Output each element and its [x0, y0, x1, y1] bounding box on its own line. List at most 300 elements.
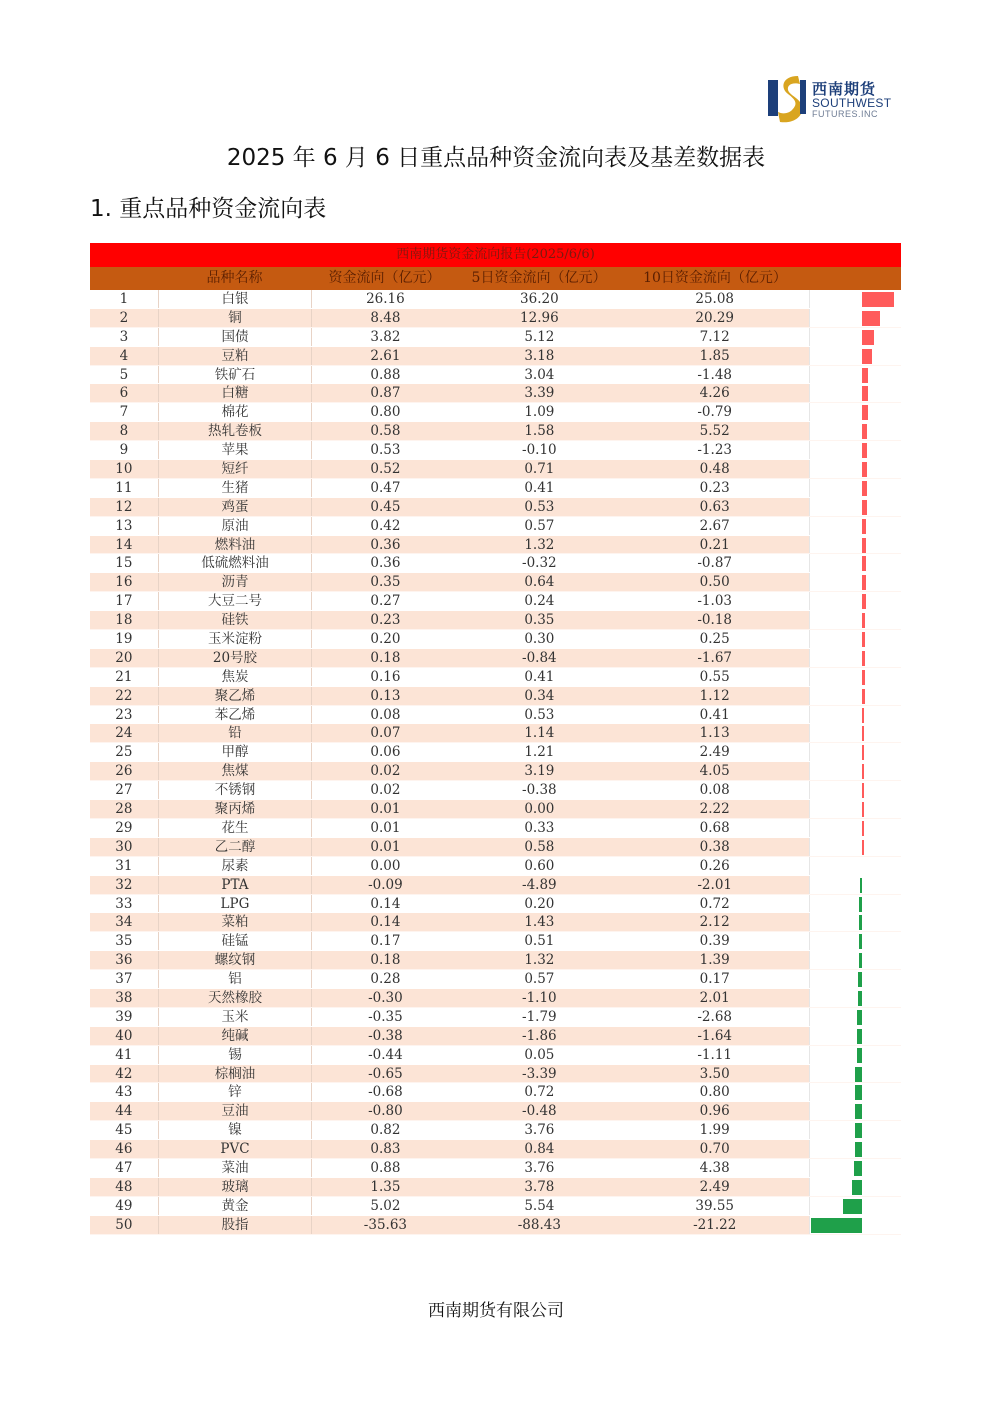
row-index: 15: [115, 555, 133, 572]
row-flow-bar-cell: [809, 838, 901, 856]
table-row: [90, 1159, 901, 1178]
row-flow-10d: 0.08: [699, 782, 730, 799]
row-flow-10d: 0.23: [699, 479, 730, 496]
row-flow-bar-cell: [809, 1027, 901, 1045]
row-flow-1d: -0.30: [311, 989, 458, 1007]
table-row: [90, 498, 901, 517]
row-flow-bar: [843, 1199, 862, 1214]
row-index: 16: [115, 574, 133, 591]
table-row: [90, 460, 901, 479]
table-row: [90, 706, 901, 725]
row-name: 苹果: [158, 441, 311, 459]
row-flow-10d: 0.38: [699, 838, 730, 855]
row-flow-bar: [859, 897, 862, 912]
row-index: 36: [115, 952, 133, 969]
row-flow-bar-cell: [809, 668, 901, 686]
row-flow-10d: 2.01: [699, 989, 730, 1006]
row-flow-5d: 0.72: [524, 1084, 555, 1101]
row-flow-5d: 0.41: [524, 479, 555, 496]
row-flow-1d: 0.20: [311, 630, 458, 648]
row-flow-5d: 1.32: [524, 536, 555, 553]
row-index: 33: [115, 895, 133, 912]
row-flow-bar: [862, 613, 865, 628]
row-index: 29: [115, 819, 133, 836]
row-flow-10d: 0.17: [699, 971, 730, 988]
row-name: PVC: [158, 1140, 311, 1158]
row-flow-bar-cell: [809, 649, 901, 667]
row-index: 41: [115, 1046, 133, 1063]
row-flow-5d: -1.10: [522, 989, 557, 1006]
row-flow-10d: 0.39: [699, 933, 730, 950]
row-flow-5d: 0.51: [524, 933, 555, 950]
table-row: [90, 649, 901, 668]
row-flow-bar-cell: [809, 536, 901, 554]
row-flow-bar: [862, 538, 866, 553]
row-name: 生猪: [158, 479, 311, 497]
table-row: [90, 1083, 901, 1102]
row-flow-5d: 3.18: [524, 347, 555, 364]
row-flow-10d: -2.01: [697, 876, 732, 893]
row-flow-1d: 0.52: [311, 460, 458, 478]
row-name: 热轧卷板: [158, 422, 311, 440]
row-flow-bar-cell: [809, 290, 901, 308]
table-row: [90, 573, 901, 592]
table-row: [90, 838, 901, 857]
row-flow-bar: [855, 1104, 863, 1119]
row-flow-1d: 0.07: [311, 724, 458, 742]
row-flow-1d: 0.47: [311, 479, 458, 497]
row-flow-bar: [862, 632, 865, 647]
row-name: 玉米: [158, 1008, 311, 1026]
row-name: 白银: [158, 290, 311, 308]
row-name: 乙二醇: [158, 838, 311, 856]
row-flow-1d: 0.14: [311, 913, 458, 931]
row-index: 46: [115, 1141, 133, 1158]
row-flow-5d: 5.12: [524, 328, 555, 345]
row-flow-10d: 4.26: [699, 385, 730, 402]
row-flow-bar-cell: [809, 403, 901, 421]
row-flow-5d: 0.24: [524, 593, 555, 610]
row-name: 国债: [158, 328, 311, 346]
row-index: 34: [115, 914, 133, 931]
row-flow-1d: 0.87: [311, 384, 458, 402]
row-name: 天然橡胶: [158, 989, 311, 1007]
row-flow-5d: 0.60: [524, 857, 555, 874]
row-name: 白糖: [158, 384, 311, 402]
row-name: 镍: [158, 1121, 311, 1139]
row-index: 6: [119, 385, 129, 402]
row-flow-10d: 2.49: [699, 744, 730, 761]
row-flow-1d: 3.82: [311, 328, 458, 346]
row-name: 股指: [158, 1216, 311, 1234]
row-flow-bar: [862, 519, 866, 534]
row-flow-bar: [858, 972, 863, 987]
row-flow-bar: [857, 1010, 862, 1025]
footer-company: 西南期货有限公司: [428, 1301, 564, 1321]
row-index: 32: [115, 876, 133, 893]
table-row: [90, 592, 901, 611]
row-name: 铅: [158, 724, 311, 742]
row-flow-1d: 0.18: [311, 649, 458, 667]
table-row: [90, 819, 901, 838]
row-flow-1d: 0.18: [311, 951, 458, 969]
row-flow-1d: 0.01: [311, 838, 458, 856]
row-flow-10d: -0.79: [697, 404, 732, 421]
row-flow-bar: [855, 1123, 863, 1138]
table-row: [90, 403, 901, 422]
row-flow-5d: 3.39: [524, 385, 555, 402]
row-flow-bar-cell: [809, 498, 901, 516]
row-flow-1d: -0.38: [311, 1027, 458, 1045]
row-name: 聚丙烯: [158, 800, 311, 818]
row-flow-10d: 0.48: [699, 461, 730, 478]
table-row: [90, 1216, 901, 1235]
row-name: 豆油: [158, 1102, 311, 1120]
table-row: [90, 1008, 901, 1027]
table-banner: 西南期货资金流向报告(2025/6/6): [90, 243, 901, 267]
row-name: 短纤: [158, 460, 311, 478]
row-flow-bar: [862, 708, 864, 723]
row-flow-1d: 0.82: [311, 1121, 458, 1139]
row-flow-5d: 5.54: [524, 1197, 555, 1214]
row-index: 31: [115, 857, 133, 874]
table-row: [90, 517, 901, 536]
row-flow-bar-cell: [809, 554, 901, 572]
row-flow-1d: 0.28: [311, 970, 458, 988]
row-index: 11: [115, 479, 133, 496]
row-index: 19: [115, 631, 133, 648]
row-index: 10: [115, 461, 133, 478]
row-flow-bar: [859, 915, 862, 930]
row-flow-10d: 2.49: [699, 1178, 730, 1195]
row-flow-5d: 0.53: [524, 706, 555, 723]
row-flow-1d: 0.53: [311, 441, 458, 459]
row-flow-1d: 0.88: [311, 366, 458, 384]
row-flow-5d: -0.10: [522, 442, 557, 459]
row-flow-bar: [862, 462, 866, 477]
table-row: [90, 1121, 901, 1140]
row-name: 苯乙烯: [158, 706, 311, 724]
row-flow-bar: [862, 783, 864, 798]
row-flow-bar-cell: [809, 1216, 901, 1234]
row-name: 尿素: [158, 857, 311, 875]
row-flow-5d: 3.76: [524, 1159, 555, 1176]
row-flow-1d: 0.83: [311, 1140, 458, 1158]
row-index: 21: [115, 668, 133, 685]
row-index: 23: [115, 706, 133, 723]
table-row: [90, 951, 901, 970]
row-flow-bar: [859, 953, 863, 968]
table-row: [90, 441, 901, 460]
row-index: 5: [119, 366, 129, 383]
row-flow-bar-cell: [809, 630, 901, 648]
table-row: [90, 668, 901, 687]
row-flow-bar-cell: [809, 384, 901, 402]
row-name: 锌: [158, 1083, 311, 1101]
row-flow-1d: 0.35: [311, 573, 458, 591]
row-flow-10d: 0.72: [699, 895, 730, 912]
row-flow-bar: [862, 481, 866, 496]
row-flow-10d: -1.11: [697, 1046, 732, 1063]
row-flow-1d: 0.17: [311, 932, 458, 950]
row-name: LPG: [158, 895, 311, 913]
row-flow-10d: 3.50: [699, 1065, 730, 1082]
row-flow-bar-cell: [809, 479, 901, 497]
row-index: 47: [115, 1159, 133, 1176]
row-flow-bar-cell: [809, 1178, 901, 1196]
row-name: 20号胶: [158, 649, 311, 667]
row-flow-5d: 0.64: [524, 574, 555, 591]
row-flow-bar: [857, 1048, 863, 1063]
row-flow-1d: 0.16: [311, 668, 458, 686]
row-index: 30: [115, 838, 133, 855]
row-name: 焦炭: [158, 668, 311, 686]
row-flow-bar-cell: [809, 1197, 901, 1215]
row-flow-1d: -35.63: [311, 1216, 458, 1234]
row-flow-5d: 0.35: [524, 612, 555, 629]
row-flow-bar: [854, 1161, 862, 1176]
row-index: 45: [115, 1122, 133, 1139]
row-name: 燃料油: [158, 536, 311, 554]
row-name: 低硫燃料油: [158, 554, 311, 572]
row-flow-bar: [860, 878, 863, 893]
row-index: 44: [115, 1103, 133, 1120]
table-row: [90, 384, 901, 403]
row-flow-5d: 1.43: [524, 914, 555, 931]
row-name: 玻璃: [158, 1178, 311, 1196]
row-flow-5d: 1.14: [524, 725, 555, 742]
row-name: 鸡蛋: [158, 498, 311, 516]
row-flow-1d: 0.27: [311, 592, 458, 610]
row-index: 49: [115, 1197, 133, 1214]
row-index: 27: [115, 782, 133, 799]
row-flow-1d: 0.06: [311, 743, 458, 761]
row-flow-10d: 0.55: [699, 668, 730, 685]
row-flow-10d: 0.26: [699, 857, 730, 874]
row-name: 菜粕: [158, 913, 311, 931]
row-flow-bar-cell: [809, 1102, 901, 1120]
row-flow-bar: [862, 821, 864, 836]
row-flow-10d: 4.05: [699, 763, 730, 780]
row-flow-1d: -0.68: [311, 1083, 458, 1101]
row-flow-bar: [862, 840, 864, 855]
row-flow-5d: 12.96: [520, 309, 559, 326]
table-row: [90, 743, 901, 762]
row-flow-bar: [862, 802, 864, 817]
row-flow-bar-cell: [809, 460, 901, 478]
row-name: PTA: [158, 876, 311, 894]
row-flow-bar: [862, 726, 864, 741]
row-flow-bar-cell: [809, 895, 901, 913]
row-flow-bar-cell: [809, 611, 901, 629]
row-flow-5d: -1.86: [522, 1027, 557, 1044]
table-row: [90, 366, 901, 385]
row-flow-5d: 3.04: [524, 366, 555, 383]
row-flow-5d: 0.57: [524, 517, 555, 534]
row-name: 聚乙烯: [158, 687, 311, 705]
row-flow-bar-cell: [809, 309, 901, 327]
row-flow-bar-cell: [809, 1065, 901, 1083]
row-index: 18: [115, 612, 133, 629]
header-flow-10d: 10日资金流向（亿元）: [643, 270, 787, 286]
row-flow-5d: 0.58: [524, 838, 555, 855]
row-flow-bar: [862, 405, 868, 420]
row-flow-10d: 0.80: [699, 1084, 730, 1101]
row-flow-5d: -0.32: [522, 555, 557, 572]
table-body: [90, 290, 901, 1235]
row-flow-10d: -1.67: [697, 649, 732, 666]
row-flow-10d: 4.38: [699, 1159, 730, 1176]
logo-chinese-text: 西南期货: [812, 80, 877, 98]
table-row: [90, 290, 901, 309]
row-flow-10d: 0.68: [699, 819, 730, 836]
row-index: 40: [115, 1027, 133, 1044]
row-flow-1d: 5.02: [311, 1197, 458, 1215]
row-flow-10d: 20.29: [695, 309, 735, 326]
company-logo: [768, 74, 903, 124]
row-index: 39: [115, 1008, 133, 1025]
row-index: 3: [119, 328, 129, 345]
row-flow-5d: 0.30: [524, 631, 555, 648]
row-name: 棕榈油: [158, 1065, 311, 1083]
row-name: 棉花: [158, 403, 311, 421]
table-row: [90, 1046, 901, 1065]
row-index: 8: [119, 423, 129, 440]
table-row: [90, 932, 901, 951]
table-row: [90, 781, 901, 800]
logo-english-subtext: FUTURES.INC: [812, 109, 878, 119]
row-flow-1d: 0.00: [311, 857, 458, 875]
row-flow-bar-cell: [809, 724, 901, 742]
row-flow-5d: -0.84: [522, 649, 557, 666]
row-flow-1d: 0.14: [311, 895, 458, 913]
row-flow-5d: 0.41: [524, 668, 555, 685]
row-flow-bar-cell: [809, 1008, 901, 1026]
row-flow-10d: -1.64: [697, 1027, 732, 1044]
row-index: 28: [115, 801, 133, 818]
row-flow-bar: [862, 575, 866, 590]
row-name: 原油: [158, 517, 311, 535]
row-flow-bar-cell: [809, 970, 901, 988]
row-flow-10d: 0.50: [699, 574, 730, 591]
row-flow-10d: 1.99: [699, 1122, 730, 1139]
row-flow-10d: -1.03: [697, 593, 732, 610]
row-flow-1d: -0.09: [311, 876, 458, 894]
row-index: 22: [115, 687, 133, 704]
row-flow-10d: 25.08: [695, 291, 735, 307]
row-flow-10d: 0.21: [699, 536, 730, 553]
row-flow-bar-cell: [809, 517, 901, 535]
row-flow-1d: -0.65: [311, 1065, 458, 1083]
row-name: 硅锰: [158, 932, 311, 950]
row-flow-bar-cell: [809, 573, 901, 591]
table-row: [90, 800, 901, 819]
row-flow-bar: [859, 934, 863, 949]
row-flow-bar: [857, 1029, 862, 1044]
row-flow-1d: -0.44: [311, 1046, 458, 1064]
row-flow-10d: 5.52: [699, 423, 730, 440]
row-flow-bar-cell: [809, 328, 901, 346]
row-flow-5d: -4.89: [522, 876, 557, 893]
row-flow-10d: -1.23: [697, 442, 732, 459]
row-flow-bar-cell: [809, 441, 901, 459]
row-flow-10d: 1.13: [699, 725, 730, 742]
table-row: [90, 1178, 901, 1197]
row-flow-10d: 7.12: [699, 328, 730, 345]
table-row: [90, 630, 901, 649]
row-flow-10d: 0.25: [699, 631, 730, 648]
row-name: 黄金: [158, 1197, 311, 1215]
table-row: [90, 989, 901, 1008]
row-index: 2: [119, 309, 129, 326]
row-name: 铁矿石: [158, 366, 311, 384]
table-row: [90, 1102, 901, 1121]
row-flow-1d: 26.16: [311, 290, 458, 308]
row-flow-5d: 36.20: [520, 291, 559, 307]
header-index: [90, 267, 158, 290]
row-flow-10d: 0.96: [699, 1103, 730, 1120]
row-flow-bar: [862, 651, 865, 666]
table-row: [90, 857, 901, 876]
row-index: 43: [115, 1084, 133, 1101]
row-index: 35: [115, 933, 133, 950]
row-flow-bar-cell: [809, 366, 901, 384]
table-row: [90, 328, 901, 347]
row-name: 菜油: [158, 1159, 311, 1177]
row-flow-1d: -0.35: [311, 1008, 458, 1026]
table-row: [90, 1065, 901, 1084]
row-flow-1d: 0.88: [311, 1159, 458, 1177]
row-flow-bar-cell: [809, 1083, 901, 1101]
row-name: 焦煤: [158, 762, 311, 780]
row-index: 12: [115, 498, 133, 515]
row-flow-1d: 0.13: [311, 687, 458, 705]
row-flow-bar: [862, 556, 866, 571]
row-flow-bar-cell: [809, 706, 901, 724]
row-flow-10d: 0.41: [699, 706, 730, 723]
logo-english-text: SOUTHWEST: [812, 96, 892, 110]
row-flow-bar-cell: [809, 857, 901, 875]
table-row: [90, 611, 901, 630]
row-flow-5d: -88.43: [517, 1216, 561, 1233]
row-flow-bar: [862, 424, 867, 439]
row-flow-10d: 2.22: [699, 801, 730, 818]
row-flow-1d: 0.08: [311, 706, 458, 724]
row-flow-bar: [862, 368, 868, 383]
row-name: 甲醇: [158, 743, 311, 761]
row-flow-5d: 0.20: [524, 895, 555, 912]
row-flow-bar: [862, 764, 864, 779]
row-flow-5d: 3.19: [524, 763, 555, 780]
row-flow-10d: 0.63: [699, 498, 730, 515]
row-index: 24: [115, 725, 133, 742]
table-row: [90, 724, 901, 743]
row-index: 26: [115, 763, 133, 780]
row-flow-10d: -0.18: [697, 612, 732, 629]
row-name: 硅铁: [158, 611, 311, 629]
row-index: 9: [119, 442, 129, 459]
row-flow-bar-cell: [809, 781, 901, 799]
row-flow-5d: 3.76: [524, 1122, 555, 1139]
row-flow-5d: 0.84: [524, 1141, 555, 1158]
table-row: [90, 479, 901, 498]
row-index: 7: [119, 404, 129, 421]
row-flow-5d: -1.79: [522, 1008, 557, 1025]
row-name: 大豆二号: [158, 592, 311, 610]
row-flow-1d: 0.36: [311, 536, 458, 554]
row-flow-10d: 1.85: [699, 347, 730, 364]
row-flow-1d: 0.02: [311, 781, 458, 799]
